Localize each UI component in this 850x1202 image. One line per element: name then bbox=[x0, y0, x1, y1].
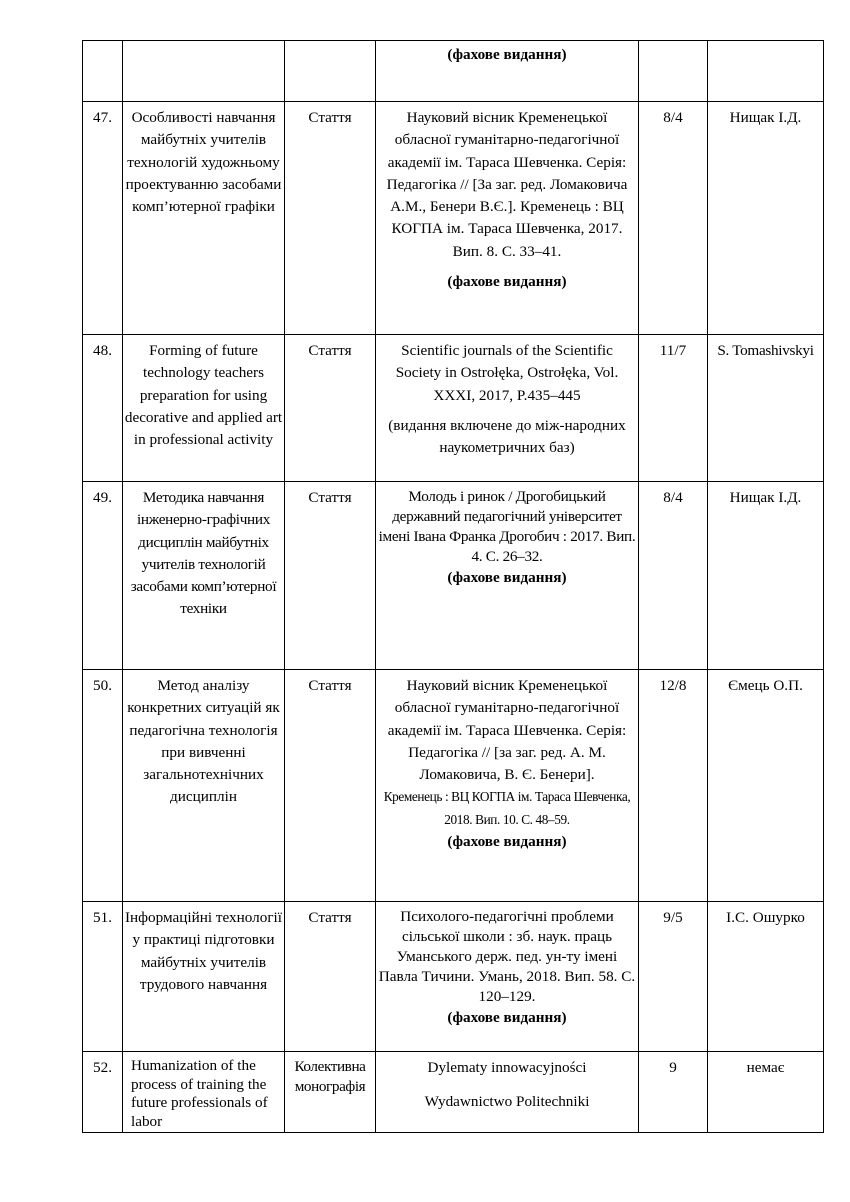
table-row bbox=[83, 102, 824, 335]
publication-source bbox=[376, 41, 639, 102]
table-row bbox=[83, 335, 824, 482]
publication-type: Стаття bbox=[285, 670, 376, 902]
publication-source bbox=[376, 335, 639, 482]
coauthors: І.С. Ошурко bbox=[708, 902, 824, 1052]
source-text: Wydawnictwo Politechniki bbox=[424, 1093, 590, 1111]
table-row bbox=[83, 670, 824, 902]
publication-source bbox=[376, 102, 639, 335]
source-note: (фахове видання) bbox=[447, 273, 567, 291]
source-note: (фахове видання) bbox=[447, 833, 567, 851]
source-text: Молодь і ринок / Дрогобицький державний педагогічний університет імені Івана Франка Дрогобич : 2017. Вип. 4. С. 26–32. bbox=[378, 488, 636, 565]
coauthors bbox=[708, 41, 824, 102]
source-text-condensed: Кременець : ВЦ КОГПА ім. Тараса Шевченка, 2018. Вип. 10. С. 48–59. bbox=[383, 789, 631, 827]
publication-title: Особливості навчання майбутніх учителів технологій художньому проектуванню засобами комп’ютерної графіки bbox=[123, 102, 285, 335]
table-row bbox=[83, 41, 824, 102]
publication-title bbox=[123, 41, 285, 102]
publication-source bbox=[376, 902, 639, 1052]
publication-type: Стаття bbox=[285, 102, 376, 335]
row-number: 48. bbox=[83, 335, 123, 482]
publication-type bbox=[285, 41, 376, 102]
source-text: Scientific journals of the Scientific Society in Ostrołęka, Ostrołęka, Vol. XXXI, 2017, P.435–445 bbox=[395, 342, 619, 404]
publication-title: Forming of future technology teachers preparation for using decorative and applied art in professional activity bbox=[123, 335, 285, 482]
publication-title: Humanization of the process of training the future professionals of labor bbox=[123, 1052, 285, 1133]
coauthors: Нищак І.Д. bbox=[708, 482, 824, 670]
page-count: 8/4 bbox=[639, 482, 708, 670]
publication-title: Інформаційні технології у практиці підготовки майбутніх учителів трудового навчання bbox=[123, 902, 285, 1052]
coauthors: немає bbox=[708, 1052, 824, 1133]
publication-source bbox=[376, 1052, 639, 1133]
row-number: 49. bbox=[83, 482, 123, 670]
source-text: Психолого-педагогічні проблеми сільської школи : зб. наук. праць Уманського держ. пед. ун-ту імені Павла Тичини. Умань, 2018. Вип. 58. С. 120–129. bbox=[378, 908, 636, 1005]
page-count: 8/4 bbox=[639, 102, 708, 335]
row-number: 47. bbox=[83, 102, 123, 335]
coauthors: S. Tomashivskyi bbox=[708, 335, 824, 482]
publication-type: Стаття bbox=[285, 335, 376, 482]
publication-type: Стаття bbox=[285, 902, 376, 1052]
source-note: (фахове видання) bbox=[447, 1009, 567, 1026]
row-number: 50. bbox=[83, 670, 123, 902]
publication-source bbox=[376, 482, 639, 670]
page-count: 12/8 bbox=[639, 670, 708, 902]
source-note: (фахове видання) bbox=[447, 46, 567, 63]
page-count: 11/7 bbox=[639, 335, 708, 482]
row-number bbox=[83, 41, 123, 102]
table-row bbox=[83, 482, 824, 670]
page-count: 9 bbox=[639, 1052, 708, 1133]
page-count: 9/5 bbox=[639, 902, 708, 1052]
publications-table bbox=[82, 40, 824, 1133]
publication-title: Метод аналізу конкретних ситуацій як педагогічна технологія при вивченні загальнотехнічних дисциплін bbox=[123, 670, 285, 902]
coauthors: Нищак І.Д. bbox=[708, 102, 824, 335]
publication-source bbox=[376, 670, 639, 902]
table-row bbox=[83, 1052, 824, 1133]
row-number: 51. bbox=[83, 902, 123, 1052]
publication-type: Стаття bbox=[285, 482, 376, 670]
coauthors: Ємець О.П. bbox=[708, 670, 824, 902]
table-row bbox=[83, 902, 824, 1052]
source-text: Науковий вісник Кременецької обласної гуманітарно-педагогічної академії ім. Тараса Шевченка. Серія: Педагогіка // [за заг. ред. А. М. Ломаковича, В. Є. Бенери]. bbox=[387, 677, 627, 784]
page-count bbox=[639, 41, 708, 102]
row-number: 52. bbox=[83, 1052, 123, 1133]
source-note: (фахове видання) bbox=[447, 569, 567, 586]
publication-type: Колективна монографія bbox=[285, 1052, 376, 1133]
source-note: (видання включене до між-народних наукометричних баз) bbox=[388, 416, 626, 457]
source-text: Науковий вісник Кременецької обласної гуманітарно-педагогічної академії ім. Тараса Шевченка. Серія: Педагогіка // [За заг. ред. Ломаковича А.М., Бенери В.Є.]. Кременець : ВЦ КОГПА ім. Тараса Шевченка, 2017. Вип. 8. С. 33–41. bbox=[386, 109, 628, 260]
source-text: Dylematy innowacyjności bbox=[427, 1059, 587, 1076]
publication-title: Методика навчання інженерно-графічних дисциплін майбутніх учителів технологій засобами комп’ютерної техніки bbox=[123, 482, 285, 670]
